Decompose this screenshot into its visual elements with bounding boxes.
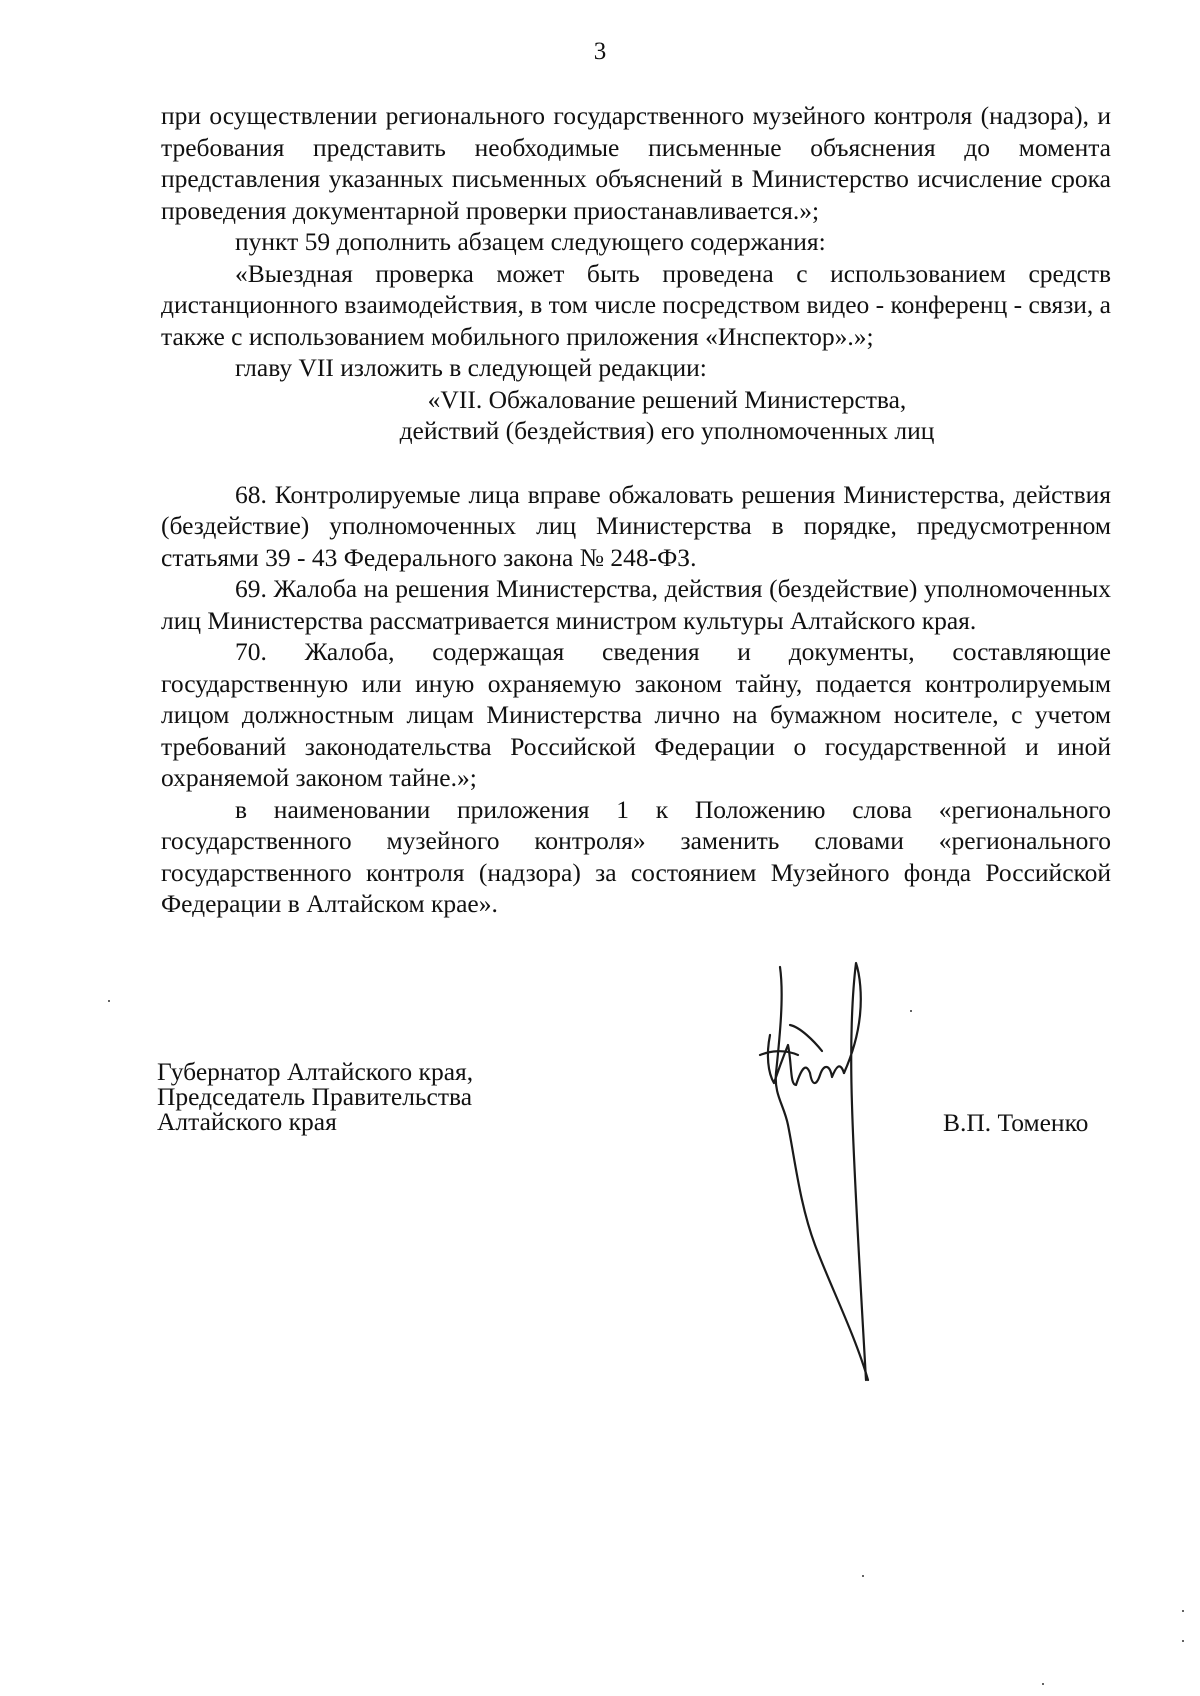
paragraph-text: при осуществлении регионального государственного музейного контроля (надзора), и требования представить необходимые письменные объяснения до момента представления указанных письменных объяснений в Министерство исчисление срока проведения документарной проверки приостанавливается.»; bbox=[161, 101, 1111, 225]
signatory-title-line: Председатель Правительства bbox=[157, 1082, 473, 1111]
paragraph-text: пункт 59 дополнить абзацем следующего содержания: bbox=[235, 227, 826, 256]
document-body bbox=[161, 100, 1111, 920]
chapter-heading-line: «VII. Обжалование решений Министерства, bbox=[427, 384, 907, 414]
scan-speck bbox=[1042, 1683, 1044, 1685]
handwritten-signature bbox=[740, 955, 930, 1395]
paragraph-text: «Выездная проверка может быть проведена с использованием средств дистанционного взаимодействия, в том числе посредством видео - конференц - связи, а также с использованием мобильного приложения «Инспектор».»; bbox=[161, 258, 1111, 351]
clause-text: 68. Контролируемые лица вправе обжаловать решения Министерства, действия (бездействие) уполномоченных лиц Министерства в порядке, предусмотренном статьями 39 - 43 Федерального закона № 248-ФЗ. bbox=[161, 479, 1111, 572]
signatory-title bbox=[157, 1059, 473, 1134]
scan-speck bbox=[1182, 1610, 1184, 1612]
scan-speck bbox=[108, 1000, 110, 1002]
paragraph-text: главу VII изложить в следующей редакции: bbox=[235, 353, 707, 382]
clause-text: 70. Жалоба, содержащая сведения и документы, составляющие государственную или иную охраняемую законом тайну, подается контролируемым лицом должностным лицам Министерства лично на бумажном носителе, с учетом требований законодательства Российской Федерации о государственной и иной охраняемой законом тайне.»; bbox=[161, 637, 1111, 792]
scan-speck bbox=[910, 1010, 912, 1012]
signer-name: В.П. Томенко bbox=[943, 1108, 1089, 1137]
signatory-title-line: Алтайского края bbox=[157, 1107, 337, 1136]
clause-text: 69. Жалоба на решения Министерства, действия (бездействие) уполномоченных лиц Министерства рассматривается министром культуры Алтайского края. bbox=[161, 574, 1111, 635]
scan-speck bbox=[1182, 1640, 1184, 1642]
page-number: 3 bbox=[593, 38, 607, 65]
signatory-title-line: Губернатор Алтайского края, bbox=[157, 1057, 474, 1086]
clause-text: в наименовании приложения 1 к Положению слова «регионального государственного музейного контроля» заменить словами «регионального государственного контроля (надзора) за состоянием Музейного фонда Российской Федерации в Алтайском крае». bbox=[161, 794, 1111, 918]
heading-spacer bbox=[161, 447, 1111, 479]
chapter-heading-line: действий (бездействия) его уполномоченных лиц bbox=[399, 416, 935, 445]
scan-speck bbox=[862, 1575, 864, 1577]
